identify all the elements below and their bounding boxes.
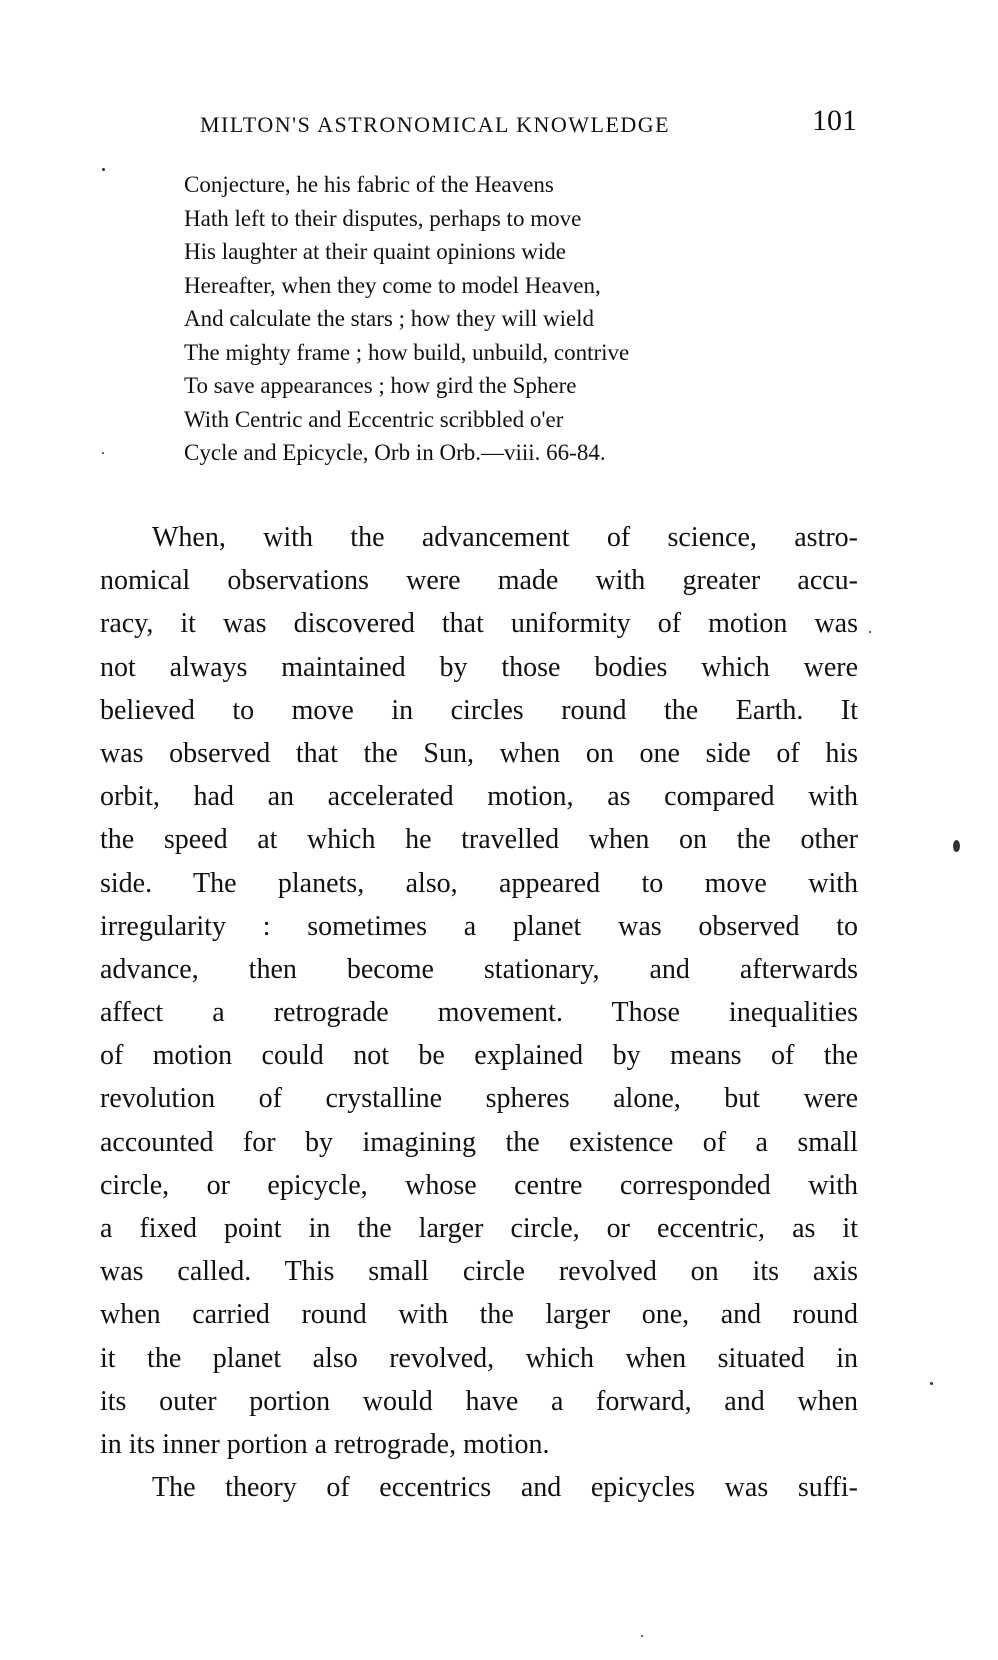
paragraph-line: not always maintained by those bodies which were	[100, 651, 858, 683]
paragraph-line: its outer portion would have a forward, and when	[100, 1385, 858, 1417]
paragraph-line: affect a retrograde movement. Those inequalities	[100, 997, 858, 1029]
scan-speck	[641, 1635, 643, 1637]
verse-line: With Centric and Eccentric scribbled o'er	[184, 406, 564, 432]
running-head	[200, 104, 900, 144]
scan-speck	[953, 840, 960, 852]
verse-line: To save appearances ; how gird the Sphere	[184, 373, 577, 398]
scan-speck	[102, 452, 104, 454]
paragraph-line: of motion could not be explained by means of the	[100, 1040, 858, 1072]
paragraph-line: racy, it was discovered that uniformity of motion was	[100, 608, 858, 640]
verse-line: The mighty frame ; how build, unbuild, contrive	[184, 339, 630, 365]
paragraph-line: nomical observations were made with greater accu-	[100, 565, 858, 597]
verse-line: Hereafter, when they come to model Heaven,	[184, 272, 601, 298]
verse-line: Hath left to their disputes, perhaps to move	[184, 205, 582, 231]
paragraph-line: was called. This small circle revolved on its axis	[100, 1256, 858, 1288]
paragraph-line: accounted for by imagining the existence of a small	[100, 1126, 858, 1158]
paragraph-line: was observed that the Sun, when on one side of his	[100, 737, 858, 769]
page-number: 101	[812, 104, 857, 137]
verse-line: His laughter at their quaint opinions wide	[184, 239, 566, 264]
paragraph-line: revolution of crystalline spheres alone, but were	[100, 1083, 858, 1115]
paragraph-line: the speed at which he travelled when on the other	[100, 824, 858, 856]
paragraph-line: advance, then become stationary, and afterwards	[100, 953, 858, 985]
paragraph-line: The theory of eccentrics and epicycles was suffi-	[152, 1472, 858, 1504]
paragraph-line: side. The planets, also, appeared to move with	[100, 867, 858, 899]
paragraph-line: in its inner portion a retrograde, motion.	[100, 1428, 550, 1460]
paragraph-line: orbit, had an accelerated motion, as compared with	[100, 781, 858, 813]
body-text	[100, 516, 858, 1509]
running-title: MILTON'S ASTRONOMICAL KNOWLEDGE	[200, 112, 671, 137]
verse-quotation	[184, 168, 804, 470]
paragraph-line: a fixed point in the larger circle, or eccentric, as it	[100, 1213, 858, 1244]
scan-speck	[930, 1382, 933, 1385]
paragraph-line: irregularity : sometimes a planet was observed to	[100, 910, 858, 942]
verse-citation-line: Cycle and Epicycle, Orb in Orb.—viii. 66-84.	[184, 440, 606, 465]
verse-line: And calculate the stars ; how they will wield	[184, 306, 595, 331]
paragraph-line: when carried round with the larger one, and round	[100, 1299, 858, 1331]
scan-speck	[102, 168, 105, 171]
scan-speck	[869, 631, 871, 633]
verse-line: Conjecture, he his fabric of the Heavens	[184, 172, 554, 197]
paragraph-line: circle, or epicycle, whose centre corresponded with	[100, 1169, 858, 1201]
paragraph-line: believed to move in circles round the Earth. It	[100, 694, 858, 726]
paragraph-line: it the planet also revolved, which when situated in	[100, 1342, 858, 1374]
paragraph-line: When, with the advancement of science, astro-	[152, 522, 858, 553]
